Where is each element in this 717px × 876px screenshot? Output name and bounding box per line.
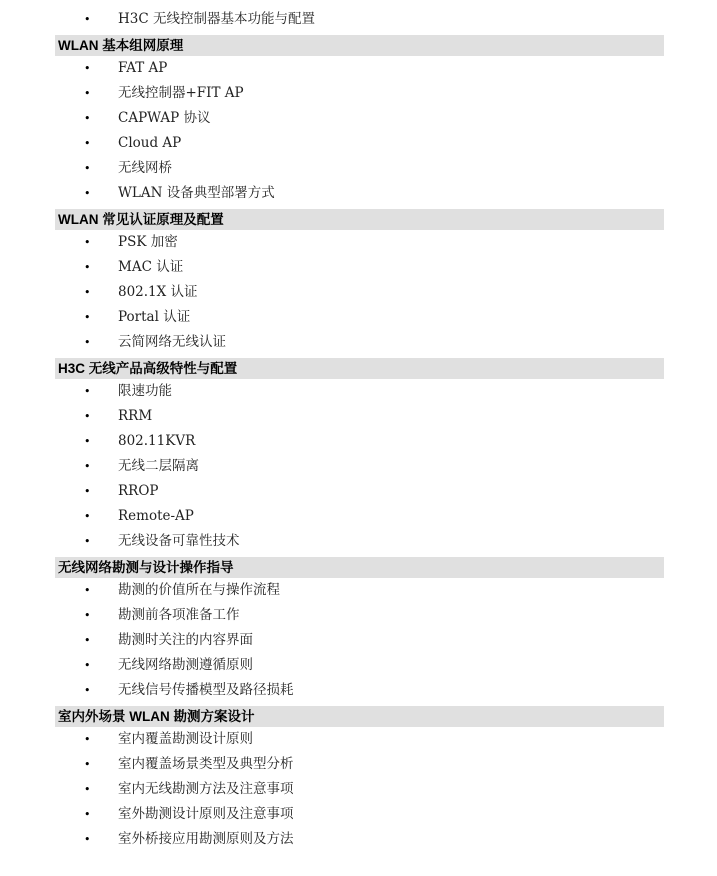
list-item-text: 室内无线勘测方法及注意事项 [118, 781, 294, 797]
list-item-text: 802.1X 认证 [118, 284, 198, 300]
bullet-icon: • [84, 286, 91, 299]
list-item-text: 室外勘测设计原则及注意事项 [118, 806, 294, 822]
bullet-icon: • [84, 236, 91, 249]
list-item [0, 404, 717, 429]
bullet-icon: • [84, 634, 91, 647]
bullet-icon: • [84, 758, 91, 771]
section-heading: 无线网络勘测与设计操作指导 [55, 557, 664, 578]
section-list [0, 56, 717, 206]
list-item-text: 室内覆盖勘测设计原则 [118, 731, 253, 747]
list-item-text: 勘测时关注的内容界面 [118, 632, 253, 648]
bullet-icon: • [84, 385, 91, 398]
list-item [0, 479, 717, 504]
list-item [0, 827, 717, 852]
list-item-text: 室内覆盖场景类型及典型分析 [118, 756, 294, 772]
list-item [0, 305, 717, 330]
section-list [0, 727, 717, 852]
section-heading: H3C 无线产品高级特性与配置 [55, 358, 664, 379]
bullet-icon: • [84, 410, 91, 423]
list-item [0, 628, 717, 653]
bullet-icon: • [84, 485, 91, 498]
bullet-icon: • [84, 684, 91, 697]
bullet-icon: • [84, 187, 91, 200]
list-item-text: 勘测前各项准备工作 [118, 607, 240, 623]
section-list [0, 230, 717, 355]
list-item [0, 752, 717, 777]
intro-list [0, 7, 717, 32]
list-item-text: RROP [118, 483, 159, 499]
list-item-text: Portal 认证 [118, 309, 191, 325]
bullet-icon: • [84, 535, 91, 548]
list-item [0, 802, 717, 827]
bullet-icon: • [84, 13, 91, 26]
list-item [0, 603, 717, 628]
bullet-icon: • [84, 435, 91, 448]
list-item [0, 777, 717, 802]
list-item [0, 280, 717, 305]
list-item [0, 156, 717, 181]
list-item-text: RRM [118, 408, 153, 424]
list-item-text: H3C 无线控制器基本功能与配置 [118, 11, 315, 27]
list-item-text: 无线信号传播模型及路径损耗 [118, 682, 294, 698]
bullet-icon: • [84, 510, 91, 523]
section-heading: WLAN 常见认证原理及配置 [55, 209, 664, 230]
list-item-text: WLAN 设备典型部署方式 [118, 185, 275, 201]
list-item [0, 230, 717, 255]
bullet-icon: • [84, 783, 91, 796]
bullet-icon: • [84, 62, 91, 75]
section-list [0, 379, 717, 554]
bullet-icon: • [84, 87, 91, 100]
list-item-text: 勘测的价值所在与操作流程 [118, 582, 280, 598]
list-item [0, 578, 717, 603]
list-item-text: FAT AP [118, 60, 168, 76]
bullet-icon: • [84, 137, 91, 150]
list-item [0, 7, 717, 32]
list-item [0, 727, 717, 752]
list-item-text: 无线网络勘测遵循原则 [118, 657, 253, 673]
list-item [0, 56, 717, 81]
list-item-text: 无线设备可靠性技术 [118, 533, 240, 549]
list-item-text: 无线网桥 [118, 160, 172, 176]
section-heading: 室内外场景 WLAN 勘测方案设计 [55, 706, 664, 727]
document-body [0, 7, 717, 852]
list-item-text: 802.11KVR [118, 433, 196, 449]
list-item [0, 181, 717, 206]
bullet-icon: • [84, 311, 91, 324]
list-item-text: 无线控制器+FIT AP [118, 85, 244, 101]
list-item [0, 330, 717, 355]
bullet-icon: • [84, 162, 91, 175]
bullet-icon: • [84, 460, 91, 473]
bullet-icon: • [84, 336, 91, 349]
list-item-text: 室外桥接应用勘测原则及方法 [118, 831, 294, 847]
list-item-text: PSK 加密 [118, 234, 178, 250]
bullet-icon: • [84, 833, 91, 846]
list-item [0, 379, 717, 404]
bullet-icon: • [84, 261, 91, 274]
list-item [0, 504, 717, 529]
list-item [0, 429, 717, 454]
list-item [0, 106, 717, 131]
list-item [0, 255, 717, 280]
list-item-text: Cloud AP [118, 135, 182, 151]
bullet-icon: • [84, 584, 91, 597]
list-item-text: CAPWAP 协议 [118, 110, 211, 126]
bullet-icon: • [84, 659, 91, 672]
bullet-icon: • [84, 733, 91, 746]
list-item [0, 454, 717, 479]
list-item [0, 81, 717, 106]
list-item-text: 无线二层隔离 [118, 458, 199, 474]
section-list [0, 578, 717, 703]
list-item-text: Remote-AP [118, 508, 194, 524]
section-heading: WLAN 基本组网原理 [55, 35, 664, 56]
bullet-icon: • [84, 112, 91, 125]
bullet-icon: • [84, 808, 91, 821]
list-item-text: 限速功能 [118, 383, 172, 399]
list-item-text: MAC 认证 [118, 259, 184, 275]
bullet-icon: • [84, 609, 91, 622]
list-item [0, 678, 717, 703]
list-item [0, 529, 717, 554]
list-item [0, 653, 717, 678]
list-item-text: 云简网络无线认证 [118, 334, 226, 350]
list-item [0, 131, 717, 156]
